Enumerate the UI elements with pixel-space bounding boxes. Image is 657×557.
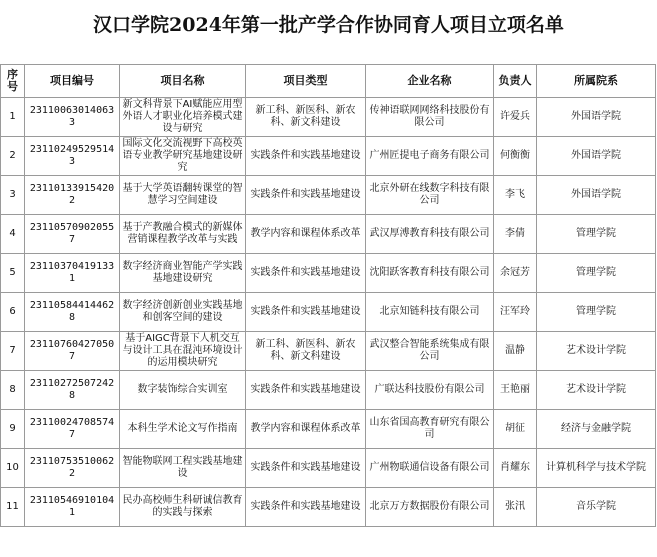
table-row: [1, 449, 656, 488]
department-cell: 艺术设计学院: [537, 371, 656, 410]
project-code-cell: 231100630140633: [25, 98, 120, 137]
table-row: [1, 98, 656, 137]
row-index-cell: 8: [1, 371, 25, 410]
header-index: 序号: [1, 65, 25, 98]
department-cell: 外国语学院: [537, 176, 656, 215]
project-name-cell: 基于AIGC背景下人机交互与设计工具在混沌环境设计的运用模块研究: [120, 332, 246, 371]
project-name-cell: 国际文化交流视野下高校英语专业教学研究基地建设研究: [120, 137, 246, 176]
table-row: [1, 488, 656, 527]
company-name-cell: 北京万方数据股份有限公司: [366, 488, 494, 527]
project-name-cell: 本科生学术论文写作指南: [120, 410, 246, 449]
company-name-cell: 北京知链科技有限公司: [366, 293, 494, 332]
project-code-cell: 231102495295143: [25, 137, 120, 176]
document-title: 汉口学院2024年第一批产学合作协同育人项目立项名单: [93, 14, 564, 36]
project-name-cell: 基于产教融合模式的新媒体营销课程教学改革与实践: [120, 215, 246, 254]
project-name-cell: 民办高校师生科研诚信教育的实践与探索: [120, 488, 246, 527]
project-name-cell: 新文科背景下AI赋能应用型外语人才职业化培养模式建设与研究: [120, 98, 246, 137]
company-name-cell: 北京外研在线数字科技有限公司: [366, 176, 494, 215]
project-code-cell: 231105709020557: [25, 215, 120, 254]
company-name-cell: 武汉厚溥教育科技有限公司: [366, 215, 494, 254]
row-index-cell: 1: [1, 98, 25, 137]
project-name-cell: 数字经济创新创业实践基地和创客空间的建设: [120, 293, 246, 332]
project-type-cell: 新工科、新医科、新农科、新文科建设: [246, 332, 366, 371]
row-index-cell: 9: [1, 410, 25, 449]
leader-cell: 汪军玲: [494, 293, 537, 332]
company-name-cell: 传神语联网网络科技股份有限公司: [366, 98, 494, 137]
row-index-cell: 3: [1, 176, 25, 215]
department-cell: 外国语学院: [537, 137, 656, 176]
project-name-cell: 基于大学英语翻转课堂的智慧学习空间建设: [120, 176, 246, 215]
department-cell: 音乐学院: [537, 488, 656, 527]
row-index-cell: 2: [1, 137, 25, 176]
project-name-cell: 智能物联网工程实践基地建设: [120, 449, 246, 488]
header-project-type: 项目类型: [246, 65, 366, 98]
row-index-cell: 5: [1, 254, 25, 293]
leader-cell: 王艳丽: [494, 371, 537, 410]
project-code-cell: 231105844144628: [25, 293, 120, 332]
row-index-cell: 6: [1, 293, 25, 332]
table-header-row: [1, 65, 656, 98]
row-index-cell: 4: [1, 215, 25, 254]
company-name-cell: 沈阳跃客教育科技有限公司: [366, 254, 494, 293]
leader-cell: 余冠芳: [494, 254, 537, 293]
table-row: [1, 254, 656, 293]
project-name-cell: 数字装饰综合实训室: [120, 371, 246, 410]
project-table: [0, 64, 656, 527]
project-type-cell: 教学内容和课程体系改革: [246, 410, 366, 449]
table-row: [1, 176, 656, 215]
leader-cell: 李飞: [494, 176, 537, 215]
table-row: [1, 410, 656, 449]
company-name-cell: 广州匠提电子商务有限公司: [366, 137, 494, 176]
project-type-cell: 实践条件和实践基地建设: [246, 176, 366, 215]
department-cell: 艺术设计学院: [537, 332, 656, 371]
company-name-cell: 广联达科技股份有限公司: [366, 371, 494, 410]
project-type-cell: 教学内容和课程体系改革: [246, 215, 366, 254]
company-name-cell: 山东省国高教育研究有限公司: [366, 410, 494, 449]
table-row: [1, 332, 656, 371]
leader-cell: 肖耀东: [494, 449, 537, 488]
project-code-cell: 231105469101041: [25, 488, 120, 527]
department-cell: 经济与金融学院: [537, 410, 656, 449]
row-index-cell: 11: [1, 488, 25, 527]
project-code-cell: 231107604270507: [25, 332, 120, 371]
leader-cell: 张汛: [494, 488, 537, 527]
project-type-cell: 实践条件和实践基地建设: [246, 371, 366, 410]
header-project-code: 项目编号: [25, 65, 120, 98]
leader-cell: 何衡衡: [494, 137, 537, 176]
project-type-cell: 实践条件和实践基地建设: [246, 488, 366, 527]
table-row: [1, 371, 656, 410]
project-name-cell: 数字经济商业智能产学实践基地建设研究: [120, 254, 246, 293]
table-row: [1, 215, 656, 254]
project-type-cell: 实践条件和实践基地建设: [246, 254, 366, 293]
table-row: [1, 137, 656, 176]
project-type-cell: 实践条件和实践基地建设: [246, 293, 366, 332]
project-code-cell: 231101339154202: [25, 176, 120, 215]
header-department: 所属院系: [537, 65, 656, 98]
department-cell: 管理学院: [537, 254, 656, 293]
project-code-cell: 231102725072428: [25, 371, 120, 410]
project-type-cell: 实践条件和实践基地建设: [246, 449, 366, 488]
company-name-cell: 广州物联通信设备有限公司: [366, 449, 494, 488]
department-cell: 计算机科学与技术学院: [537, 449, 656, 488]
department-cell: 管理学院: [537, 215, 656, 254]
table-row: [1, 293, 656, 332]
leader-cell: 李倩: [494, 215, 537, 254]
project-code-cell: 231103704191331: [25, 254, 120, 293]
project-type-cell: 实践条件和实践基地建设: [246, 137, 366, 176]
row-index-cell: 10: [1, 449, 25, 488]
header-project-name: 项目名称: [120, 65, 246, 98]
company-name-cell: 武汉整合智能系统集成有限公司: [366, 332, 494, 371]
leader-cell: 胡征: [494, 410, 537, 449]
header-leader: 负责人: [494, 65, 537, 98]
department-cell: 管理学院: [537, 293, 656, 332]
leader-cell: 温静: [494, 332, 537, 371]
leader-cell: 许爱兵: [494, 98, 537, 137]
project-code-cell: 231100247085747: [25, 410, 120, 449]
project-code-cell: 231107535100622: [25, 449, 120, 488]
department-cell: 外国语学院: [537, 98, 656, 137]
row-index-cell: 7: [1, 332, 25, 371]
project-type-cell: 新工科、新医科、新农科、新文科建设: [246, 98, 366, 137]
header-company-name: 企业名称: [366, 65, 494, 98]
